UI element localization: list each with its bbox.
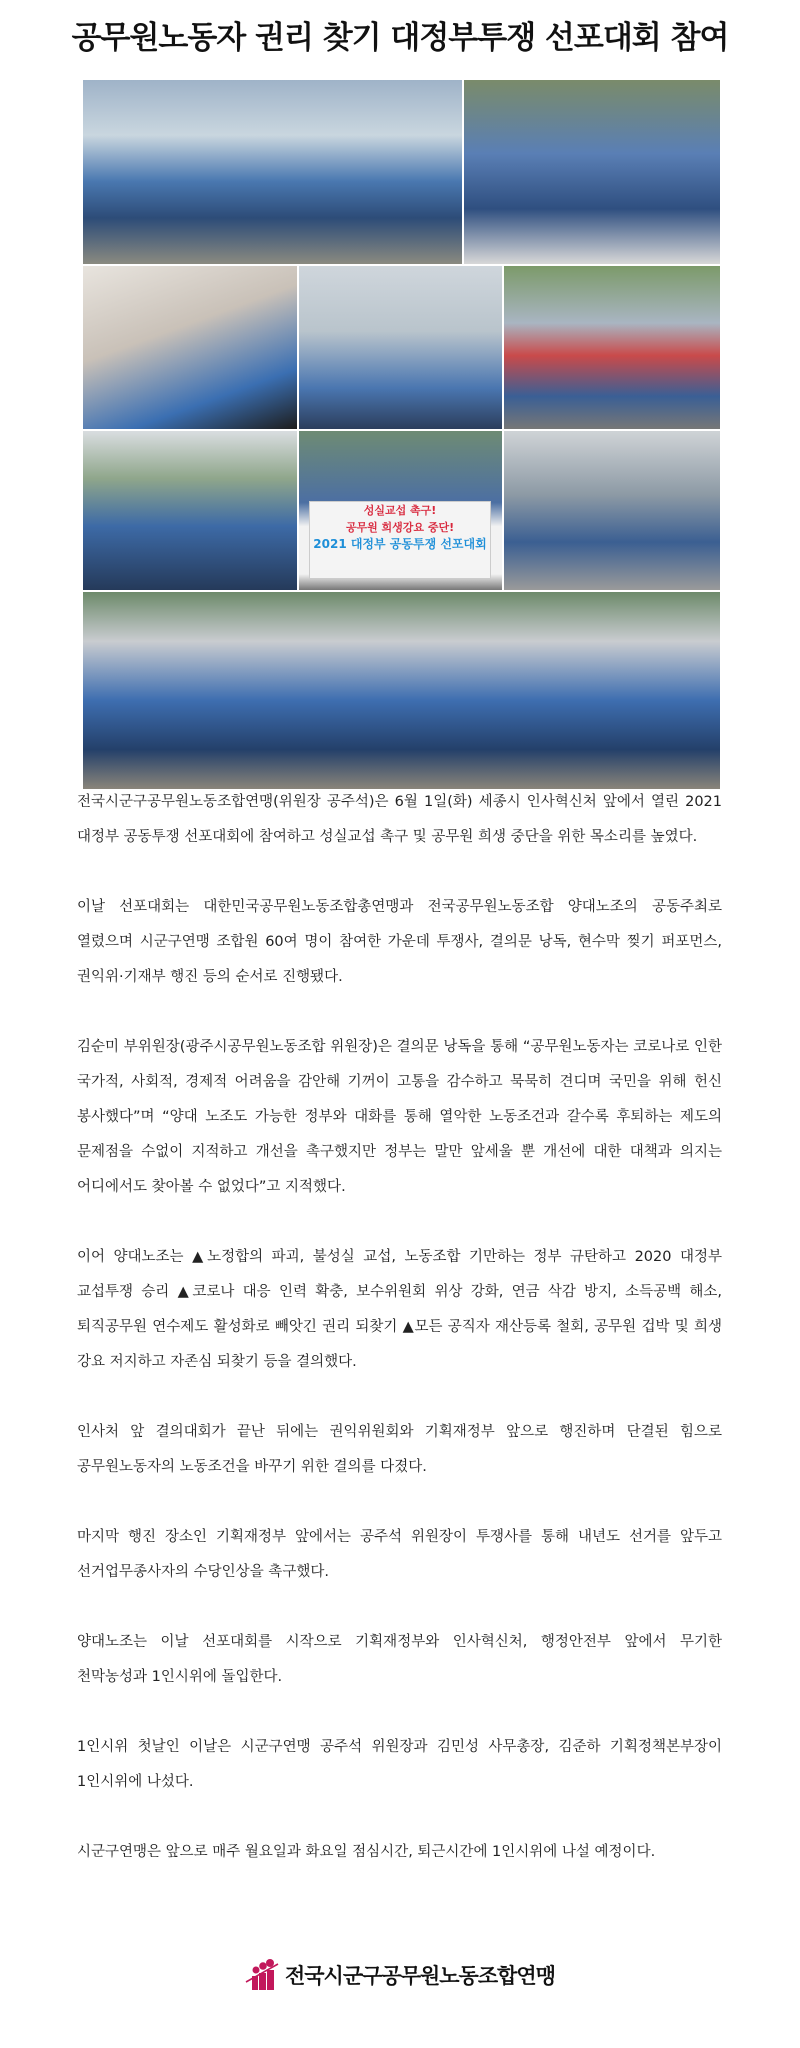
banner-line: 2021 대정부 공동투쟁 선포대회: [313, 537, 487, 551]
paragraph: 김순미 부위원장(광주시공무원노동조합 위원장)은 결의문 낭독을 통해 “공무원노동자는 코로나로 인한 국가적, 사회적, 경제적 어려움을 감안해 기꺼이 고통을 감수하고 묵묵히 견디며 국민을 위해 헌신 봉사했다”며 “양대 노조도 가능한 정부와 대화를 통해 열악한 노동조건과 갈수록 후퇴하는 제도의 문제점을 수없이 지적하고 개선을 촉구했지만 정부는 말만 앞세울 뿐 개선에 대한 대책과 의지는 어디에서도 찾아볼 수 없었다”고 지적했다.: [77, 1039, 722, 1195]
photo-speaker-man: [298, 265, 503, 430]
paragraph: 전국시군구공무원노동조합연맹(위원장 공주석)은 6월 1일(화) 세종시 인사혁신처 앞에서 열린 2021 대정부 공동투쟁 선포대회에 참여하고 성실교섭 촉구 및 공무원 희생 중단을 위한 목소리를 높였다.: [77, 794, 722, 845]
paragraph: 이어 양대노조는 ▲노정합의 파괴, 불성실 교섭, 노동조합 기만하는 정부 규탄하고 2020 대정부 교섭투쟁 승리 ▲코로나 대응 인력 확충, 보수위원회 위상 강화, 연금 삭감 방지, 소득공백 해소, 퇴직공무원 연수제도 활성화로 빼앗긴 권리 되찾기 ▲모든 공직자 재산등록 철회, 공무원 겁박 및 희생 강요 저지하고 자존심 되찾기 등을 결의했다.: [77, 1249, 722, 1370]
paragraph: 마지막 행진 장소인 기획재정부 앞에서는 공주석 위원장이 투쟁사를 통해 내년도 선거를 앞두고 선거업무종사자의 수당인상을 촉구했다.: [77, 1529, 722, 1580]
photo-march-flags: [82, 430, 298, 591]
photo-speaker-woman: [82, 265, 298, 430]
article-body: [77, 785, 722, 1905]
paragraph: 시군구연맹은 앞으로 매주 월요일과 화요일 점심시간, 퇴근시간에 1인시위에 나설 예정이다.: [77, 1844, 656, 1860]
union-logo: [0, 1958, 800, 1992]
article-title: 공무원노동자 권리 찾기 대정부투쟁 선포대회 참여: [71, 20, 729, 56]
photo-banner-performance: [503, 265, 721, 430]
paragraph: 양대노조는 이날 선포대회를 시작으로 기획재정부와 인사혁신처, 행정안전부 앞에서 무기한 천막농성과 1인시위에 돌입한다.: [77, 1634, 722, 1685]
photo-group: [82, 591, 721, 790]
banner-line: 성실교섭 촉구!: [363, 504, 437, 517]
union-logo-icon: [245, 1958, 279, 1992]
paragraph: 이날 선포대회는 대한민국공무원노동조합총연맹과 전국공무원노동조합 양대노조의 공동주최로 열렸으며 시군구연맹 조합원 60여 명이 참여한 가운데 투쟁사, 결의문 낭독, 현수막 찢기 퍼포먼스, 권익위·기재부 행진 등의 순서로 진행됐다.: [77, 899, 722, 985]
paragraph: 1인시위 첫날인 이날은 시군구연맹 공주석 위원장과 김민성 사무총장, 김준하 기획정책본부장이 1인시위에 나섰다.: [77, 1739, 722, 1790]
union-logo-text: 전국시군구공무원노동조합연맹: [284, 1964, 555, 1988]
photo-building-rally: [503, 430, 721, 591]
photo-collage: [82, 79, 721, 790]
photo-banner-march: [298, 430, 503, 591]
paragraph: 인사처 앞 결의대회가 끝난 뒤에는 권익위원회와 기획재정부 앞으로 행진하며 단결된 힘으로 공무원노동자의 노동조건을 바꾸기 위한 결의를 다졌다.: [77, 1424, 722, 1475]
banner-line: 공무원 희생강요 중단!: [345, 521, 455, 534]
rally-banner: [309, 501, 491, 579]
photo-rally-crowd: [463, 79, 721, 265]
photo-march: [82, 79, 463, 265]
